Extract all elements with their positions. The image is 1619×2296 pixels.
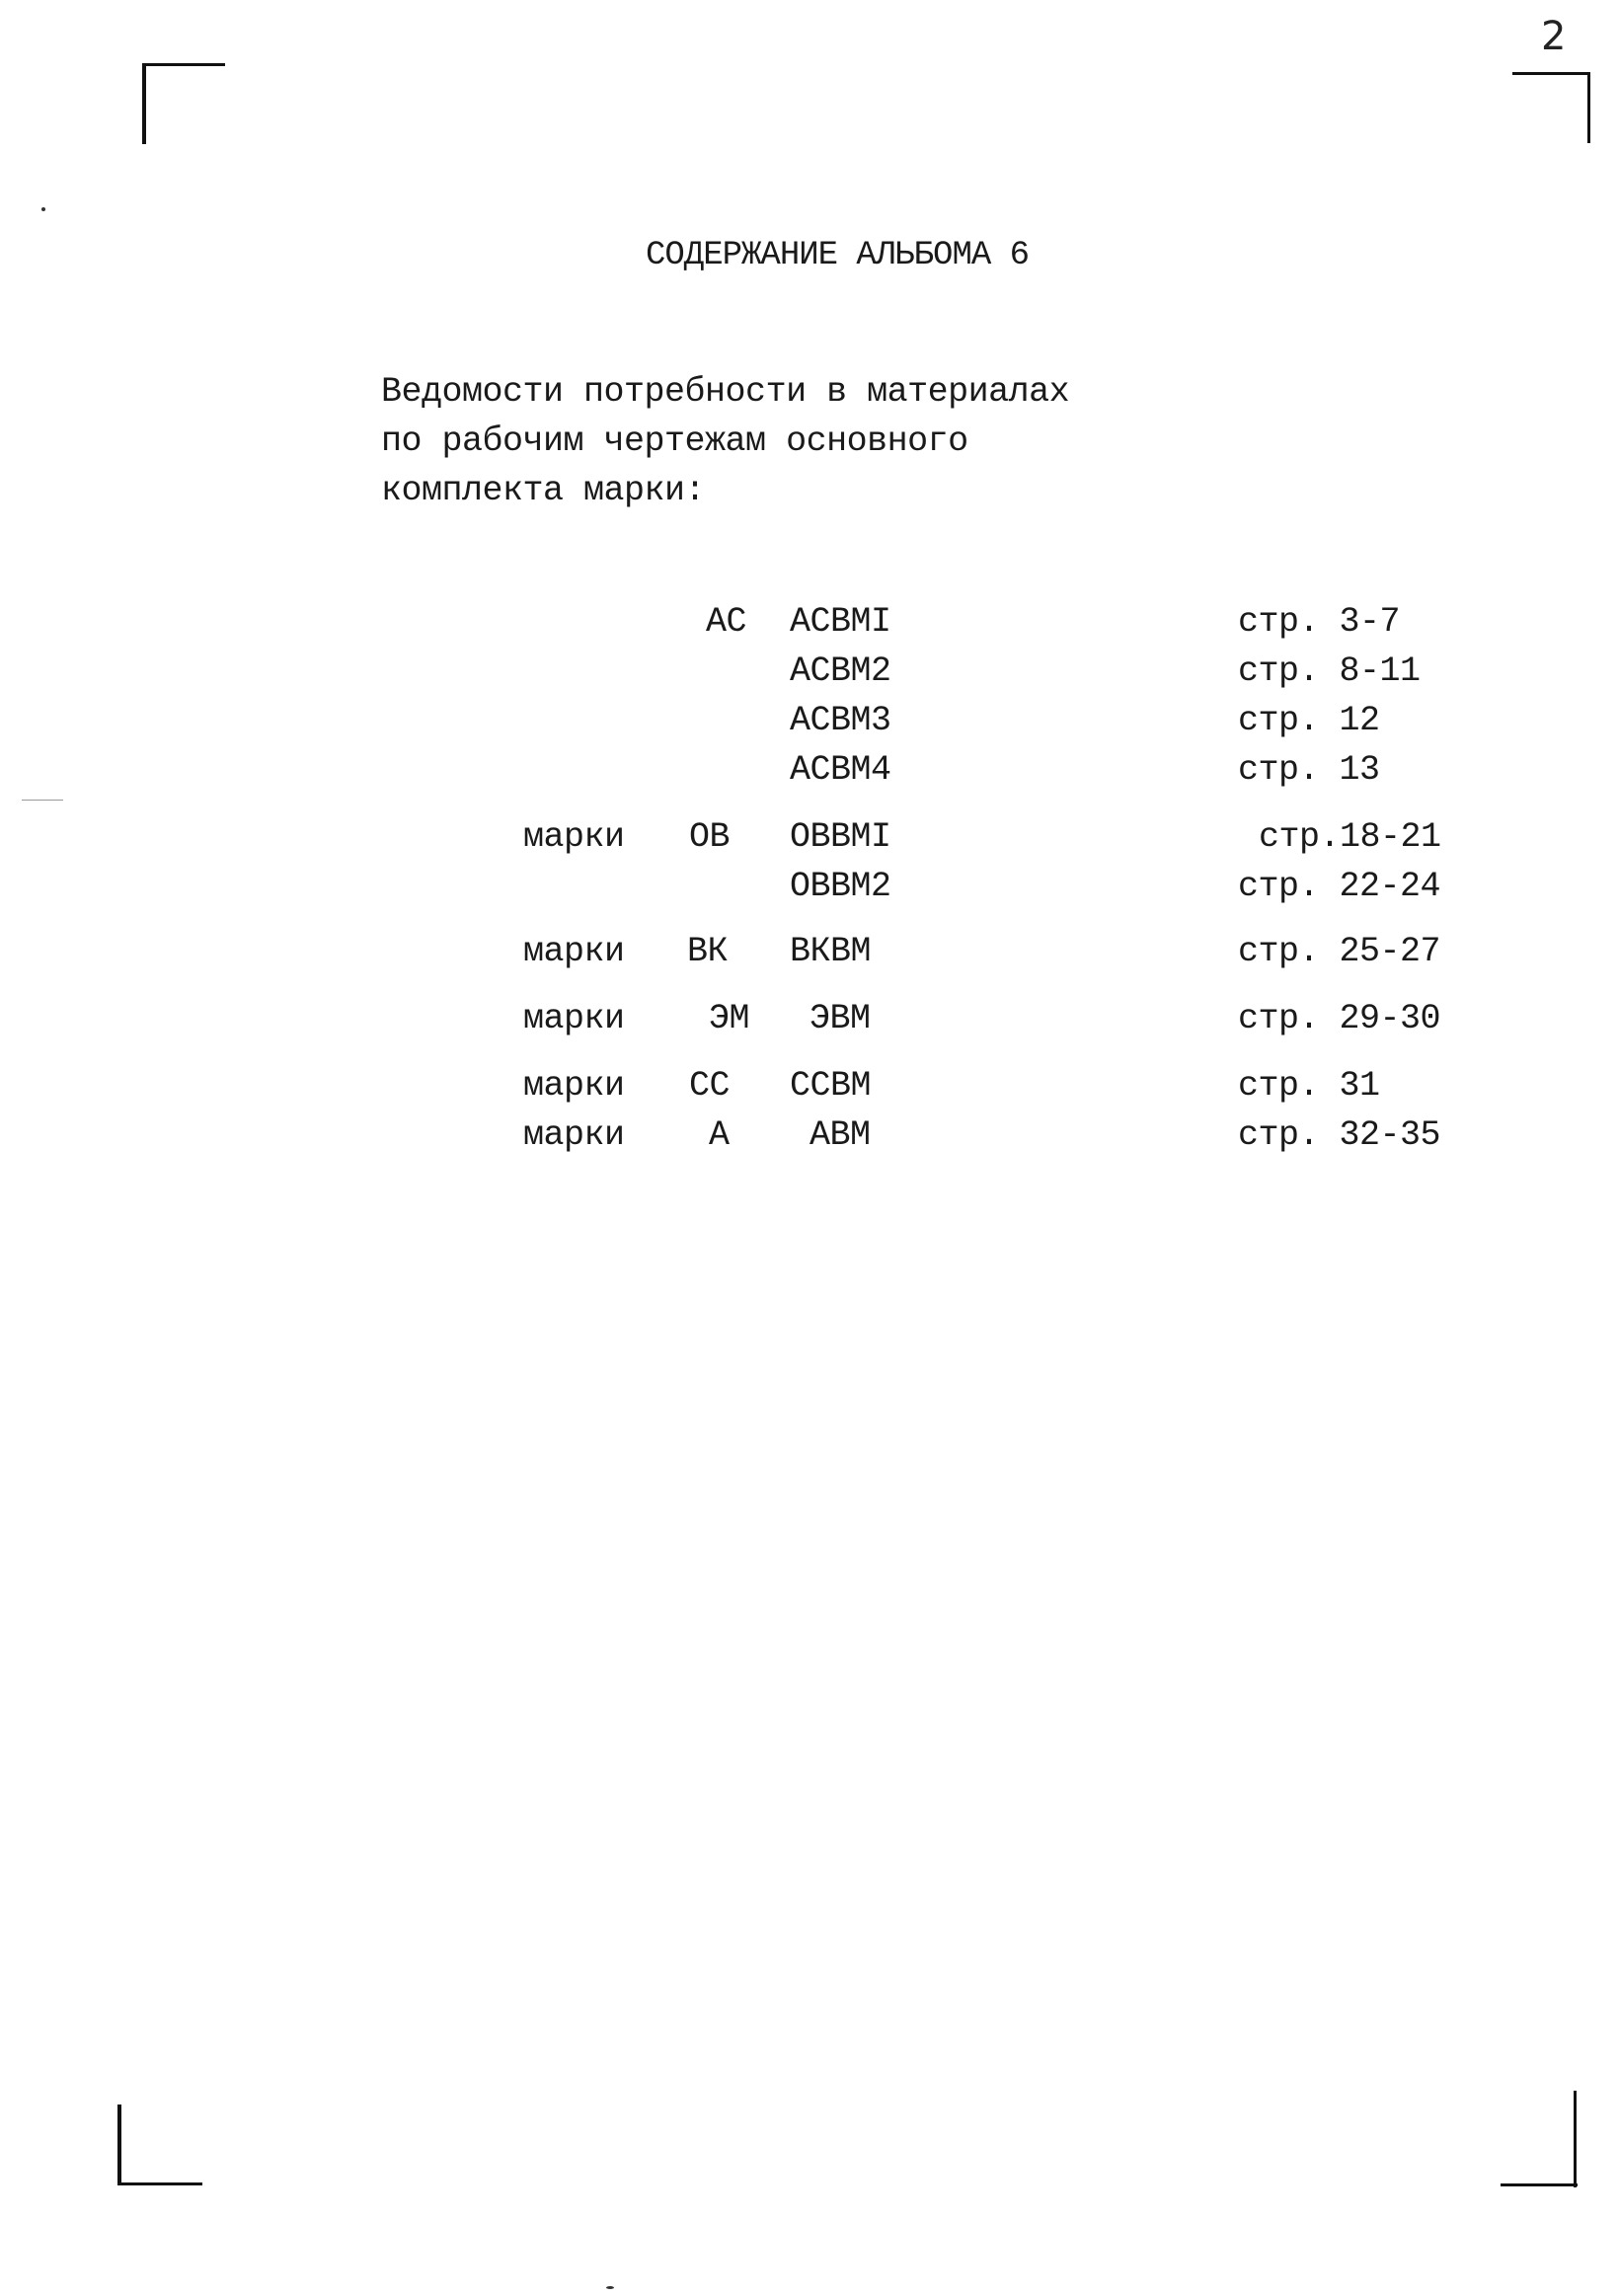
row-page: стр. 31 (1238, 1066, 1380, 1106)
row-code: ЭВМ (810, 999, 871, 1038)
page-number: 2 (1541, 14, 1567, 59)
row-prefix: марки (523, 817, 625, 857)
row-code: АСВМ4 (790, 750, 891, 790)
row-code: АСВМI (790, 602, 891, 642)
row-code: ССВМ (790, 1066, 872, 1106)
intro-line: по рабочим чертежам основного (381, 421, 968, 461)
row-page: стр. 25-27 (1238, 932, 1441, 971)
row-page: стр. 29-30 (1238, 999, 1441, 1038)
page-title: СОДЕРЖАНИЕ АЛЬБОМА 6 (646, 237, 1030, 274)
row-page: стр. 22-24 (1238, 867, 1441, 906)
intro-paragraph (381, 367, 1069, 515)
row-mark: А (709, 1115, 730, 1155)
row-code: АВМ (810, 1115, 871, 1155)
scan-speck (22, 800, 63, 801)
row-page: стр. 32-35 (1238, 1115, 1441, 1155)
row-mark: ВК (687, 932, 729, 971)
row-mark: ОВ (689, 817, 731, 857)
row-prefix: марки (523, 999, 625, 1038)
row-prefix: марки (523, 1066, 625, 1106)
row-page: стр.18-21 (1259, 817, 1441, 857)
scan-speck (606, 2286, 614, 2289)
row-code: ОВВМ2 (790, 867, 891, 906)
row-page: стр. 8-11 (1238, 651, 1421, 691)
row-page: стр. 12 (1238, 701, 1380, 740)
row-page: стр. 3-7 (1238, 602, 1401, 642)
row-page: стр. 13 (1238, 750, 1380, 790)
intro-line: комплекта марки: (381, 471, 706, 510)
row-prefix: марки (523, 932, 625, 971)
row-code: АСВМ3 (790, 701, 891, 740)
row-mark: ЭМ (709, 999, 750, 1038)
row-prefix: марки (523, 1115, 625, 1155)
row-code: ОВВМI (790, 817, 891, 857)
row-mark: АС (706, 602, 747, 642)
row-code: АСВМ2 (790, 651, 891, 691)
intro-line: Ведомости потребности в материалах (381, 372, 1070, 412)
row-code: ВКВМ (790, 932, 872, 971)
scan-speck (41, 207, 45, 211)
row-mark: СС (689, 1066, 731, 1106)
